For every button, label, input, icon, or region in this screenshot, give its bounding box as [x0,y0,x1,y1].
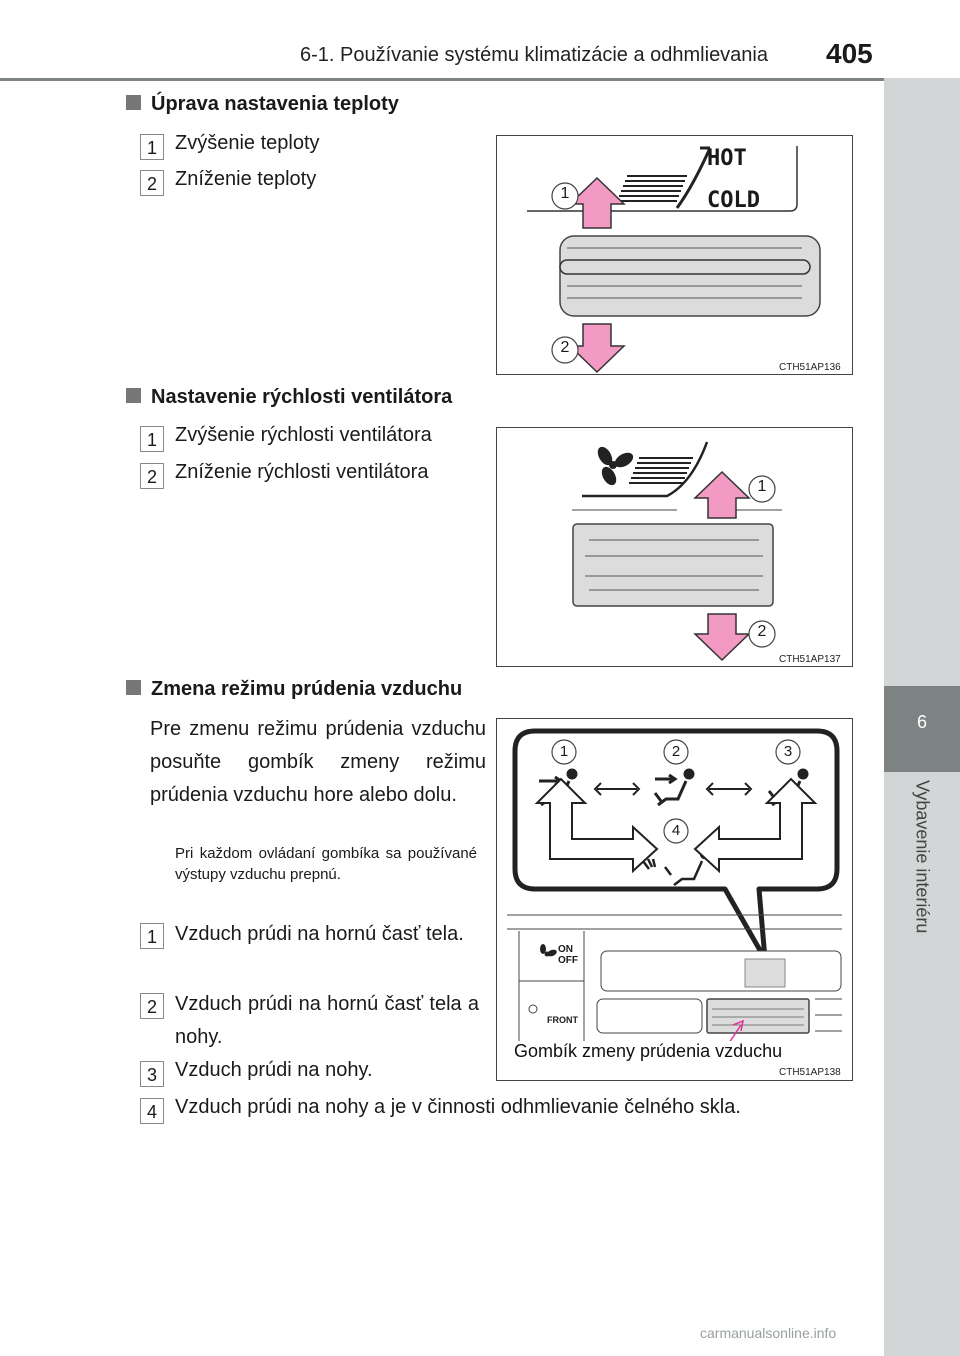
chapter-title: 6-1. Používanie systému klimatizácie a odhmlievania [300,44,768,66]
item-text: Vzduch prúdi na nohy a je v činnosti odhmlievanie čelného skla. [175,1096,741,1118]
item-text: Zníženie rýchlosti ventilátora [175,461,429,483]
page-number: 405 [826,38,873,69]
airflow-mode-illustration [497,719,852,1080]
figure-callout-number: 1 [560,185,570,202]
figure-fan-dial [496,427,853,667]
figure-callout-number: 1 [757,478,767,495]
figure-code: CTH51AP138 [779,1067,841,1078]
figure-callout-number: 2 [671,743,681,760]
instruction-paragraph: Pre zmenu režimu prúdenia vzduchu posuňte gombík zmeny režimu prúdenia vzduchu hore alebo dolu. [150,718,486,806]
item-number: 1 [140,134,164,160]
item-number: 3 [140,1061,164,1087]
section-title-airflow-mode [126,678,462,701]
item-text: Zvýšenie rýchlosti ventilátora [175,424,432,446]
figure-callout-number: 2 [757,623,767,640]
hot-label: HOT [707,146,747,171]
section-bullet-icon [126,388,141,403]
fan-icon [595,444,636,487]
fan-off-label: OFF [558,955,578,966]
side-tab-number: 6 [916,712,927,732]
item-number: 2 [140,463,164,489]
side-tab-background [884,78,960,686]
item-text: Vzduch prúdi na hornú časť tela a nohy. [175,993,479,1048]
section-title-temperature [126,93,399,116]
figure-callout-number: 4 [671,822,681,839]
airflow-knob-callout: Gombík zmeny prúdenia vzduchu [511,1041,785,1062]
item-number: 1 [140,426,164,452]
front-defrost-label: FRONT [547,1015,578,1025]
section-title-text: Úprava nastavenia teploty [151,93,399,115]
item-text: Vzduch prúdi na hornú časť tela. [175,923,464,945]
section-title-text: Nastavenie rýchlosti ventilátora [151,386,453,408]
item-number: 2 [140,170,164,196]
figure-callout-number: 1 [559,743,569,760]
side-tab-label: Vybavenie interiéru [912,780,933,934]
cold-label: COLD [707,188,760,213]
note-paragraph: Pri každom ovládaní gombíka sa používané výstupy vzduchu prepnú. [175,845,477,883]
item-text: Vzduch prúdi na nohy. [175,1059,373,1081]
figure-code: CTH51AP136 [779,362,841,373]
section-title-text: Zmena režimu prúdenia vzduchu [151,678,463,700]
fan-on-label: ON [558,944,573,955]
temperature-dial-illustration [497,136,852,374]
section-title-fan-speed [126,386,452,409]
item-number: 1 [140,923,164,949]
fan-small-icon [540,944,558,958]
watermark: carmanualsonline.info [700,1325,837,1341]
figure-temperature-dial [496,135,853,375]
header-rule [0,78,960,81]
item-text: Zníženie teploty [175,168,317,190]
figure-airflow-mode [496,718,853,1081]
section-bullet-icon [126,680,141,695]
item-text: Zvýšenie teploty [175,132,320,154]
figure-code: CTH51AP137 [779,654,841,665]
figure-callout-number: 3 [783,743,793,760]
item-number: 4 [140,1098,164,1124]
item-number: 2 [140,993,164,1019]
figure-callout-number: 2 [560,339,570,356]
fan-dial-illustration [497,428,852,666]
section-bullet-icon [126,95,141,110]
